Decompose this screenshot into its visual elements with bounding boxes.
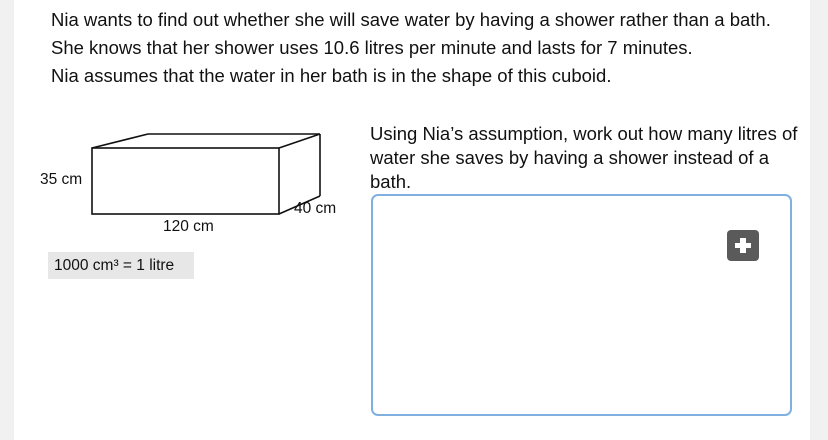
question-assumption: Nia assumes that the water in her bath is in the shape of this cuboid. (51, 65, 612, 86)
question-page (14, 0, 810, 440)
plus-square-icon[interactable] (727, 230, 759, 261)
question-shower-info: She knows that her shower uses 10.6 litres per minute and lasts for 7 minutes. (51, 37, 693, 58)
conversion-note: 1000 cm³ = 1 litre (48, 252, 194, 279)
cuboid-front-face (92, 148, 279, 214)
cuboid-top-left-edge (92, 134, 148, 148)
question-intro: Nia wants to find out whether she will save water by having a shower rather than a bath. (51, 9, 771, 30)
cuboid-top-right-edge (279, 134, 320, 148)
height-label: 35 cm (40, 171, 83, 188)
question-text (51, 8, 791, 92)
length-label: 120 cm (163, 218, 214, 235)
instruction-text: Using Nia’s assumption, work out how many litres of water she saves by having a shower instead of a bath. (370, 123, 798, 192)
cuboid-diagram (38, 126, 348, 246)
answer-box[interactable] (371, 194, 792, 416)
depth-label: 40 cm (294, 200, 337, 217)
